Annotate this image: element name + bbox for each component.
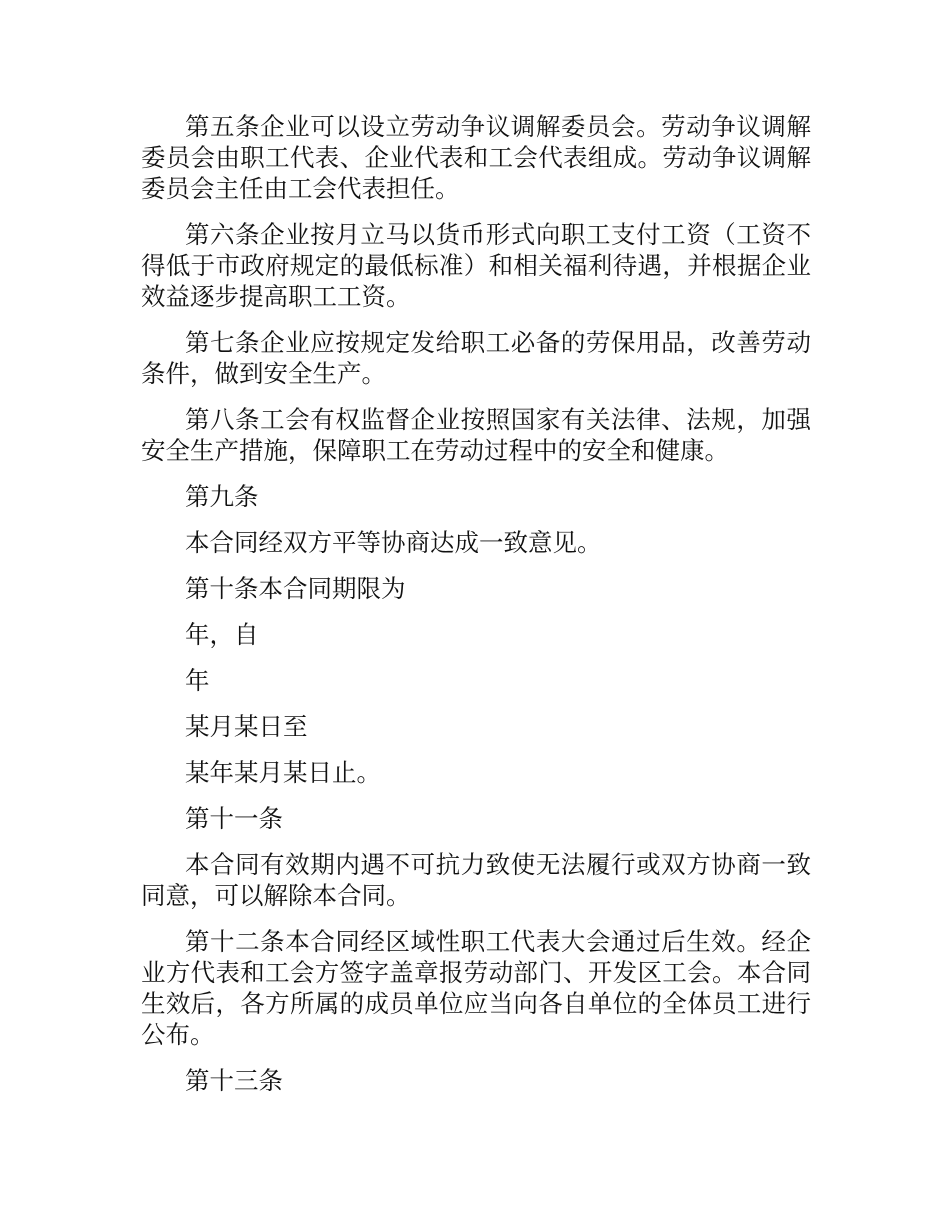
paragraph-article-13-heading: 第十三条 (185, 1066, 283, 1095)
paragraph-article-10-heading: 第十条本合同期限为 (185, 574, 406, 603)
document-page (141, 111, 811, 1111)
paragraph-article-9-body: 本合同经双方平等协商达成一致意见。 (185, 528, 602, 557)
paragraph-term-years: 年，自 (185, 620, 259, 649)
paragraph-article-12: 第十二条本合同经区域性职工代表大会通过后生效。经企业方代表和工会方签字盖章报劳动部门、开发区工会。本合同生效后，各方所属的成员单位应当向各自单位的全体员工进行公布。 (141, 927, 811, 1049)
paragraph-term-start: 某月某日至 (185, 712, 308, 741)
paragraph-article-7: 第七条企业应按规定发给职工必备的劳保用品，改善劳动条件，做到安全生产。 (141, 328, 811, 388)
paragraph-article-6: 第六条企业按月立马以货币形式向职工支付工资（工资不得低于市政府规定的最低标准）和相关福利待遇，并根据企业效益逐步提高职工工资。 (141, 220, 811, 311)
paragraph-article-9-heading: 第九条 (185, 482, 259, 511)
paragraph-article-11-body: 本合同有效期内遇不可抗力致使无法履行或双方协商一致同意，可以解除本合同。 (141, 850, 811, 910)
paragraph-article-11-heading: 第十一条 (185, 804, 283, 833)
paragraph-article-8: 第八条工会有权监督企业按照国家有关法律、法规，加强安全生产措施，保障职工在劳动过程中的安全和健康。 (141, 405, 811, 465)
paragraph-article-5: 第五条企业可以设立劳动争议调解委员会。劳动争议调解委员会由职工代表、企业代表和工会代表组成。劳动争议调解委员会主任由工会代表担任。 (141, 112, 811, 203)
paragraph-term-end: 某年某月某日止。 (185, 758, 381, 787)
paragraph-term-year: 年 (185, 666, 210, 695)
